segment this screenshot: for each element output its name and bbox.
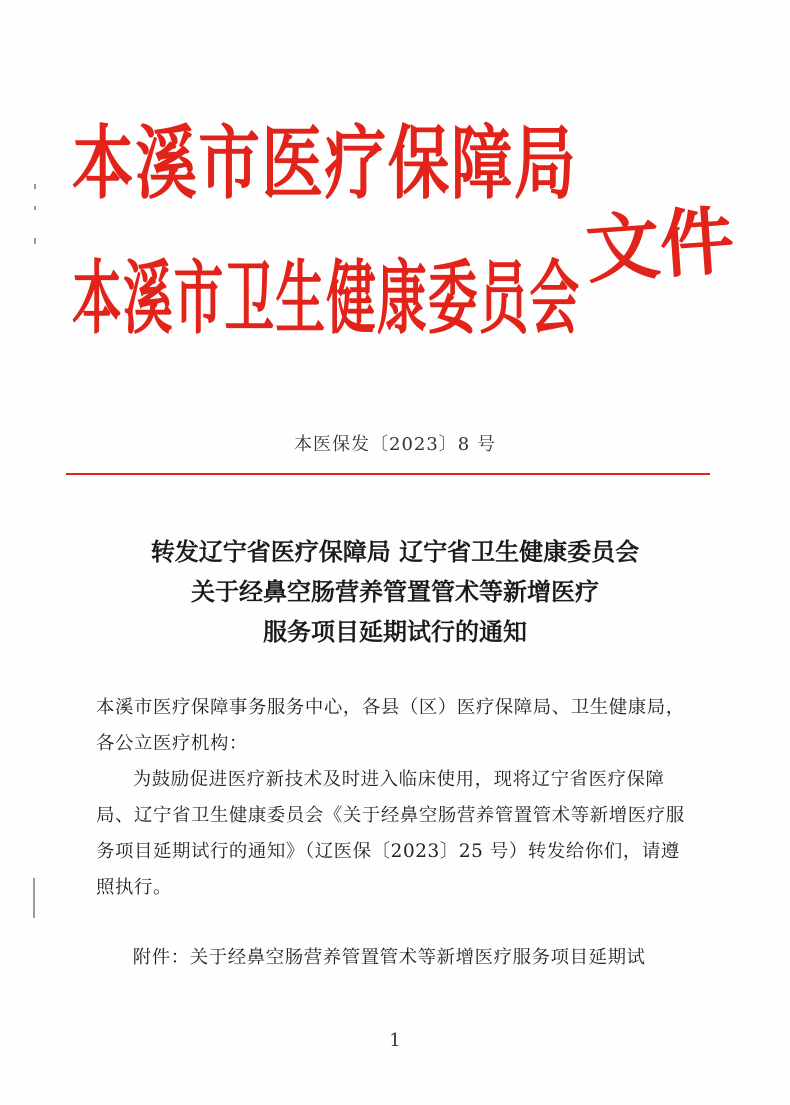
document-title bbox=[0, 532, 790, 652]
attachment-line: 附件：关于经鼻空肠营养管置管术等新增医疗服务项目延期试 bbox=[132, 947, 646, 968]
title-line-3: 服务项目延期试行的通知 bbox=[263, 617, 527, 646]
page-number: 1 bbox=[389, 1030, 401, 1051]
document-word: 文件 bbox=[583, 197, 737, 295]
document-number: 本医保发〔2023〕8 号 bbox=[294, 434, 496, 455]
red-masthead bbox=[72, 108, 752, 378]
scan-speck bbox=[34, 206, 36, 210]
issuer-line-1: 本溪市医疗保障局 bbox=[72, 117, 578, 210]
document-body bbox=[96, 690, 696, 976]
scan-speck bbox=[34, 184, 36, 189]
addressee: 本溪市医疗保障事务服务中心，各县（区）医疗保障局、卫生健康局，各公立医疗机构： bbox=[96, 697, 685, 754]
title-line-1: 转发辽宁省医疗保障局 辽宁省卫生健康委员会 bbox=[150, 537, 640, 566]
scan-speck bbox=[34, 238, 36, 244]
scan-speck bbox=[33, 878, 35, 918]
body-paragraph: 为鼓励促进医疗新技术及时进入临床使用，现将辽宁省医疗保障局、辽宁省卫生健康委员会《关于经鼻空肠营养管置管术等新增医疗服务项目延期试行的通知》（辽医保〔2023〕25 号）转发给你们，请遵照执行。 bbox=[96, 769, 685, 898]
issuer-line-2: 本溪市卫生健康委员会 bbox=[72, 252, 581, 345]
title-line-2: 关于经鼻空肠营养管置管术等新增医疗 bbox=[191, 577, 599, 606]
red-divider bbox=[66, 473, 710, 475]
